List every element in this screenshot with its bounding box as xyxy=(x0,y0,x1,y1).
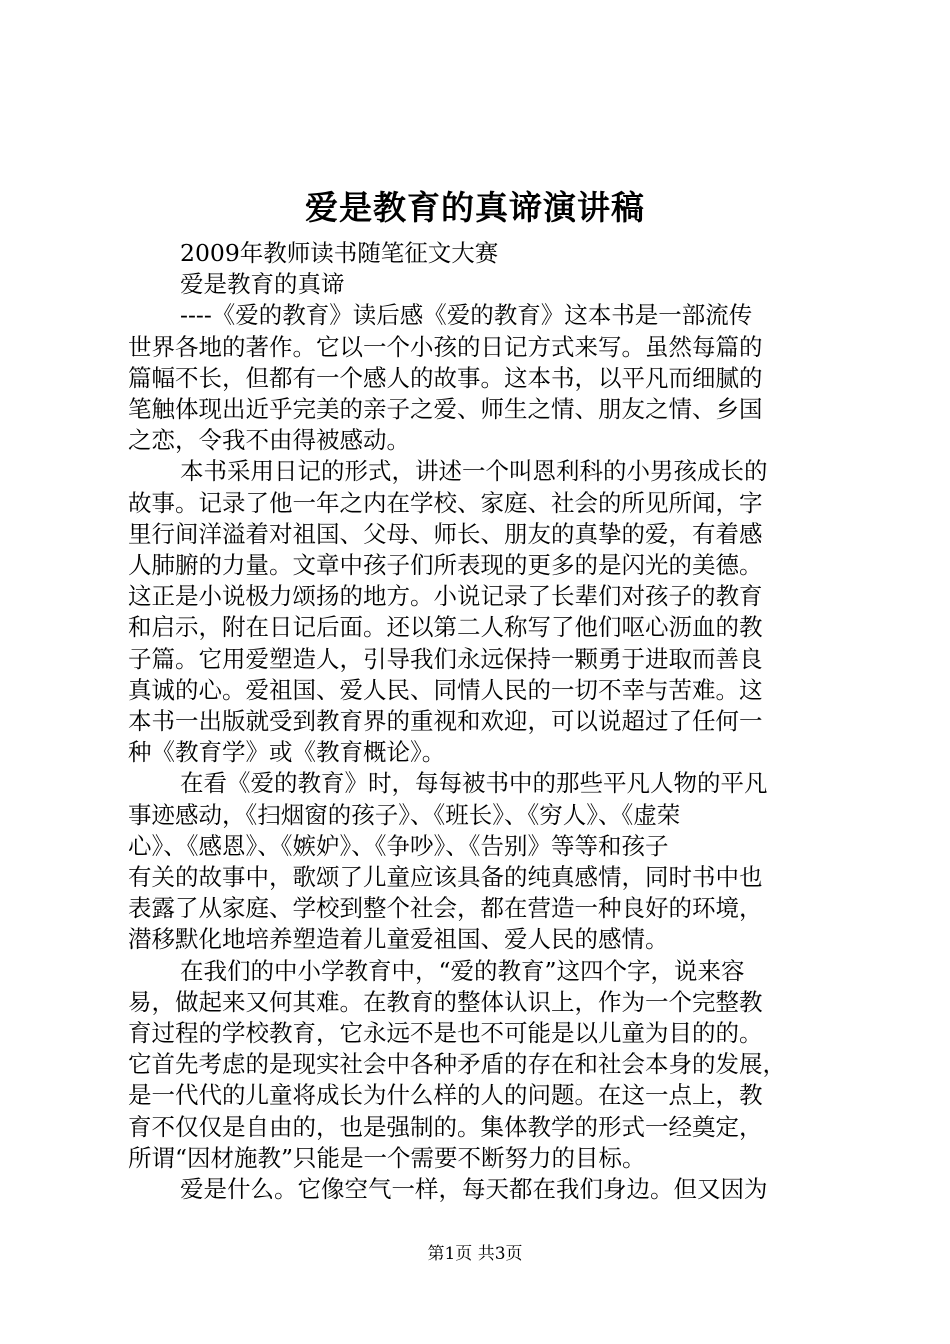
page-footer: 第1页 共3页 xyxy=(427,1244,523,1264)
text-line: 篇幅不长，但都有一个感人的故事。这本书，以平凡而细腻的 xyxy=(128,363,763,392)
text-line: 潜移默化地培养塑造着儿童爱祖国、爱人民的感情。 xyxy=(128,925,669,954)
text-line: 育不仅仅是自由的，也是强制的。集体教学的形式一经奠定， xyxy=(128,1112,763,1141)
text-line: 育过程的学校教育，它永远不是也不可能是以儿童为目的的。 xyxy=(128,1019,763,1048)
text-line: 它首先考虑的是现实社会中各种矛盾的存在和社会本身的发展， xyxy=(128,1050,786,1079)
text-line: 爱是教育的真谛 xyxy=(180,270,345,299)
text-line: 本书一出版就受到教育界的重视和欢迎，可以说超过了任何一 xyxy=(128,707,763,736)
text-line: 笔触体现出近乎完美的亲子之爱、师生之情、朋友之情、乡国 xyxy=(128,395,763,424)
text-line: 世界各地的著作。它以一个小孩的日记方式来写。虽然每篇的 xyxy=(128,332,763,361)
text-line: 和启示，附在日记后面。还以第二人称写了他们呕心沥血的教 xyxy=(128,613,763,642)
text-line: 这正是小说极力颂扬的地方。小说记录了长辈们对孩子的教育 xyxy=(128,582,763,611)
text-line: 事迹感动，《扫烟窗的孩子》、《班长》、《穷人》、《虚荣 xyxy=(128,800,681,829)
text-line: 人肺腑的力量。文章中孩子们所表现的更多的是闪光的美德。 xyxy=(128,551,763,580)
text-line: 有关的故事中，歌颂了儿童应该具备的纯真感情，同时书中也 xyxy=(128,863,763,892)
text-line: 里行间洋溢着对祖国、父母、师长、朋友的真挚的爱，有着感 xyxy=(128,519,763,548)
text-line: 子篇。它用爱塑造人，引导我们永远保持一颗勇于进取而善良 xyxy=(128,644,763,673)
text-line: 在我们的中小学教育中，“爱的教育”这四个字，说来容 xyxy=(180,956,745,985)
document-body xyxy=(128,238,828,1205)
text-line: 表露了从家庭、学校到整个社会，都在营造一种良好的环境， xyxy=(128,894,763,923)
text-line: 爱是什么。它像空气一样，每天都在我们身边。但又因为 xyxy=(180,1175,768,1204)
text-line: 心》、《感恩》、《嫉妒》、《争吵》、《告别》等等和孩子 xyxy=(128,831,669,860)
document-title: 爱是教育的真谛演讲稿 xyxy=(305,188,645,227)
text-line: 故事。记录了他一年之内在学校、家庭、社会的所见所闻，字 xyxy=(128,488,763,517)
text-line: 2009年教师读书随笔征文大赛 xyxy=(180,239,499,267)
text-line: 所谓“因材施教”只能是一个需要不断努力的目标。 xyxy=(128,1143,646,1172)
text-line: 种《教育学》或《教育概论》。 xyxy=(128,738,446,767)
text-line: 本书采用日记的形式，讲述一个叫恩利科的小男孩成长的 xyxy=(180,457,768,486)
text-line: 之恋，令我不由得被感动。 xyxy=(128,426,410,455)
text-line: 在看《爱的教育》时，每每被书中的那些平凡人物的平凡 xyxy=(180,769,768,798)
text-line: ----《爱的教育》读后感《爱的教育》这本书是一部流传 xyxy=(180,301,753,330)
text-line: 易，做起来又何其难。在教育的整体认识上，作为一个完整教 xyxy=(128,987,763,1016)
text-line: 是一代代的儿童将成长为什么样的人的问题。在这一点上，教 xyxy=(128,1081,763,1110)
text-line: 真诚的心。爱祖国、爱人民、同情人民的一切不幸与苦难。这 xyxy=(128,675,763,704)
